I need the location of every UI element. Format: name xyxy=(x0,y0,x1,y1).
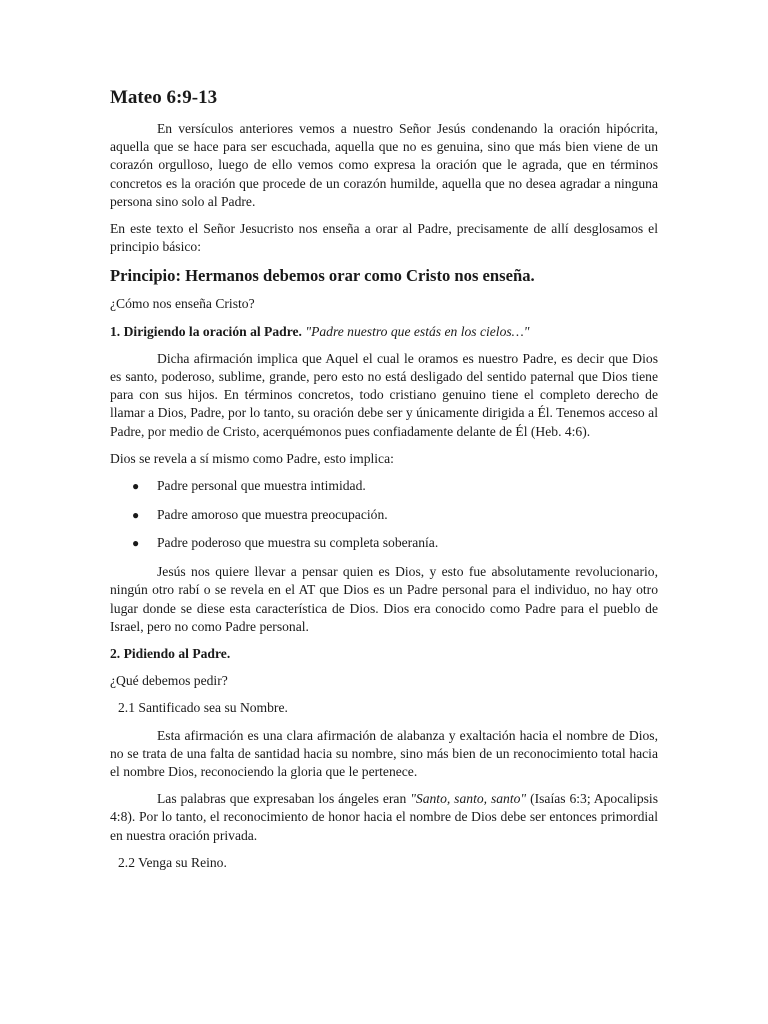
paragraph-text: Las palabras que expresaban los ángeles eran xyxy=(157,791,411,807)
bullet-icon: ● xyxy=(132,479,140,494)
section-1-heading: 1. Dirigiendo la oración al Padre. xyxy=(110,323,302,339)
section-1-paragraph: Dicha afirmación implica que Aquel el cual le oramos es nuestro Padre, es decir que Dios es santo, poderoso, sublime, grande, pero esto no está desligado del sentido paternal que Dios tiene para con sus hijos. En términos concretos, todo cristiano genuino tiene el completo derecho de llamar a Dios, Padre, por lo tanto, su oración debe ser y únicamente dirigida a Él. Tenemos acceso al Padre, por medio de Cristo, acerquémonos pues confiadamente delante de Él (Heb. 4:6). xyxy=(110,350,658,439)
intro-paragraph-2: En este texto el Señor Jesucristo nos enseña a orar al Padre, precisamente de allí desglosamos el principio básico: xyxy=(110,221,658,255)
section-2-heading: 2. Pidiendo al Padre. xyxy=(110,645,231,661)
section-1-reveal-intro: Dios se revela a sí mismo como Padre, esto implica: xyxy=(110,450,394,466)
list-item-text: Padre amoroso que muestra preocupación. xyxy=(157,506,388,522)
section-1-heading-line xyxy=(110,323,658,341)
section-1-quote: "Padre nuestro que estás en los cielos…" xyxy=(305,323,530,339)
list-item xyxy=(110,534,658,552)
section-1-closing: Jesús nos quiere llevar a pensar quien es Dios, y esto fue absolutamente revolucionario, ningún otro rabí o se revela en el AT que Dios es un Padre personal para el individuo, no hay otro lugar donde se diese esta característica de Dios. Dios era conocido como Padre para el pueblo de Israel, pero no como Padre personal. xyxy=(110,564,658,634)
list-item-text: Padre personal que muestra intimidad. xyxy=(157,478,366,494)
question-how: ¿Cómo nos enseña Cristo? xyxy=(110,296,255,312)
list-item xyxy=(110,506,658,524)
principle-heading: Principio: Hermanos debemos orar como Cristo nos enseña. xyxy=(110,266,535,286)
bullet-icon: ● xyxy=(132,536,140,551)
document-page xyxy=(110,86,658,881)
paragraph-text: (Isaías 6:3; Apocalipsis 4:8). Por lo tanto, el reconocimiento de honor hacia el nombre de Dios debe ser entonces primordial en nuestra oración privada. xyxy=(110,791,658,843)
subsection-2-2-heading: 2.2 Venga su Reino. xyxy=(118,854,227,870)
document-title: Mateo 6:9-13 xyxy=(110,87,218,108)
intro-paragraph-1: En versículos anteriores vemos a nuestro Señor Jesús condenando la oración hipócrita, aquella que se hace para ser escuchada, aquella que no es genuina, sino que más bien viene de un corazón orgulloso, luego de ello vemos como expresa la oración que le agrada, que en términos concretos es la oración que procede de un corazón humilde, aquella que no desea agradar a ninguna persona sino solo al Padre. xyxy=(110,121,658,209)
angels-quote: "Santo, santo, santo" xyxy=(410,791,527,807)
list-item xyxy=(110,477,658,495)
subsection-2-1-paragraph-2 xyxy=(110,790,658,845)
section-2-question: ¿Qué debemos pedir? xyxy=(110,673,228,689)
list-item-text: Padre poderoso que muestra su completa soberanía. xyxy=(157,535,439,551)
father-attributes-list xyxy=(110,477,658,553)
subsection-2-1-paragraph-1: Esta afirmación es una clara afirmación de alabanza y exaltación hacia el nombre de Dios, no se trata de una falta de santidad hacia su nombre, sino más bien de un reconocimiento total hacia el nombre Dios, reconociendo la gloria que le pertenece. xyxy=(110,727,658,779)
bullet-icon: ● xyxy=(132,507,140,522)
subsection-2-1-heading: 2.1 Santificado sea su Nombre. xyxy=(118,700,288,716)
